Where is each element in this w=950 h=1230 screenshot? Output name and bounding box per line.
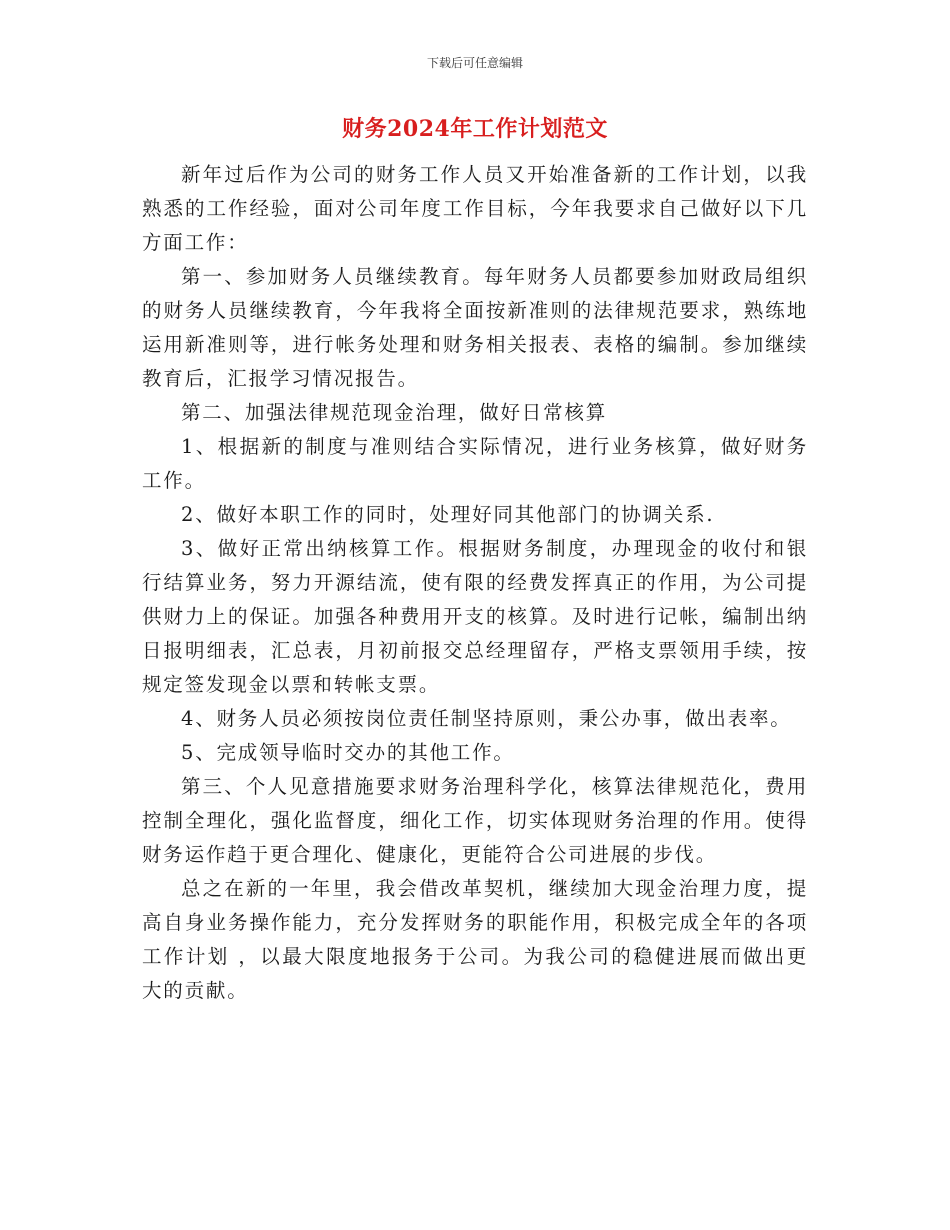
header-note: 下载后可任意编辑	[426, 56, 523, 70]
paragraph-item-4: 4、财务人员必须按岗位责任制坚持原则，秉公办事，做出表率。	[181, 707, 792, 730]
paragraph-section-three: 第三、个人见意措施要求财务治理科学化，核算法律规范化，费用控制全理化，强化监督度，细化工作，切实体现财务治理的作用。使得财务运作趋于更合理化、健康化，更能符合公司进展的步伐。	[142, 775, 808, 866]
paragraph-section-one: 第一、参加财务人员继续教育。每年财务人员都要参加财政局组织的财务人员继续教育，今年我将全面按新准则的法律规范要求，熟练地运用新准则等，进行帐务处理和财务相关报表、表格的编制。参加继续教育后，汇报学习情况报告。	[142, 265, 808, 390]
paragraph-conclusion: 总之在新的一年里，我会借改革契机，继续加大现金治理力度，提高自身业务操作能力，充分发挥财务的职能作用，积极完成全年的各项 工作计划 ，以最大限度地报务于公司。为我公司的稳健进展而做出更大的贡献。	[142, 877, 808, 1002]
paragraph-section-two-heading: 第二、加强法律规范现金治理，做好日常核算	[181, 401, 608, 424]
paragraph-item-5: 5、完成领导临时交办的其他工作。	[181, 741, 515, 764]
document-body	[142, 158, 808, 1008]
paragraph-intro: 新年过后作为公司的财务工作人员又开始准备新的工作计划，以我熟悉的工作经验，面对公司年度工作目标，今年我要求自己做好以下几方面工作：	[142, 163, 808, 254]
document-title: 财务2024年工作计划范文	[342, 116, 608, 142]
paragraph-item-3: 3、做好正常出纳核算工作。根据财务制度，办理现金的收付和银行结算业务，努力开源结流，使有限的经费发挥真正的作用，为公司提供财力上的保证。加强各种费用开支的核算。及时进行记帐，编制出纳日报明细表，汇总表，月初前报交总经理留存，严格支票领用手续，按规定签发现金以票和转帐支票。	[142, 537, 808, 696]
paragraph-item-2: 2、做好本职工作的同时，处理好同其他部门的协调关系.	[181, 503, 715, 526]
paragraph-item-1: 1、根据新的制度与准则结合实际情况，进行业务核算，做好财务工作。	[142, 435, 808, 492]
